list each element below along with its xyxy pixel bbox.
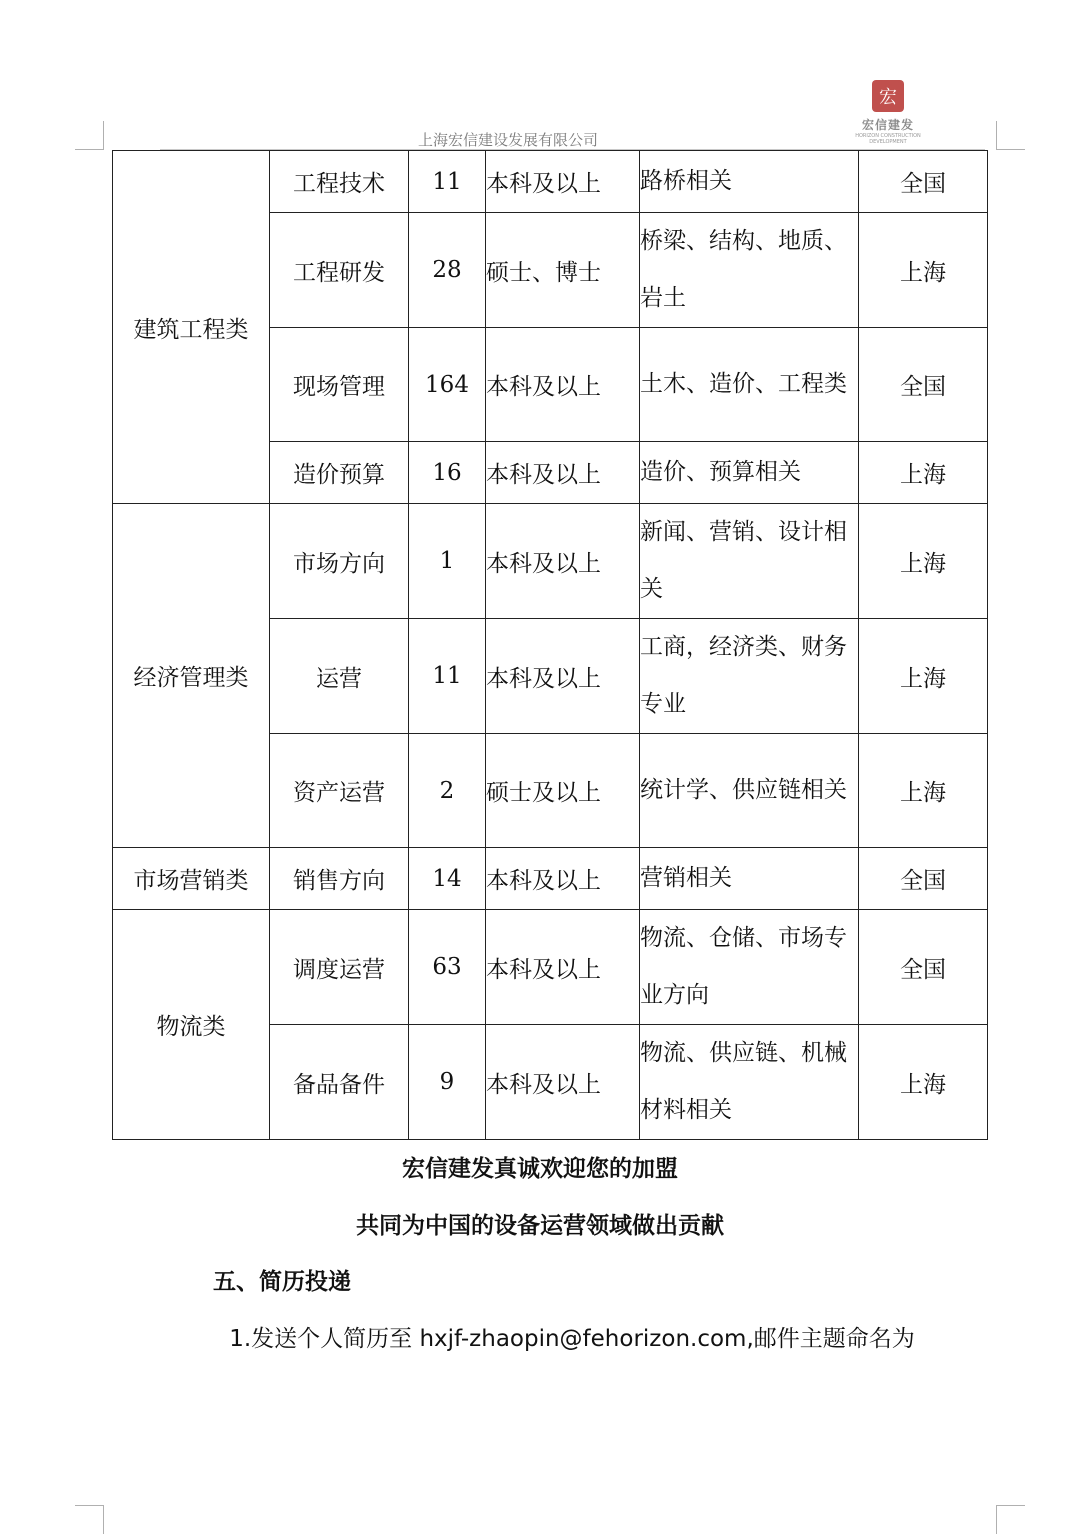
education-cell: 本科及以上 [486,504,640,619]
position-cell: 现场管理 [270,328,409,442]
major-cell: 营销相关 [640,848,859,910]
headcount-cell: 28 [409,213,486,328]
crop-mark-top-right [996,121,1025,150]
resume-instruction: 1.发送个人简历至 hxjf-zhaopin@fehorizon.com,邮件主题命名为 [229,1326,915,1352]
headcount-cell: 14 [409,848,486,910]
logo-seal-icon: 宏 [872,80,904,112]
crop-mark-top-left [75,121,104,150]
headcount-cell: 2 [409,734,486,848]
position-cell: 工程研发 [270,213,409,328]
crop-mark-bottom-left [75,1505,104,1534]
education-cell: 本科及以上 [486,442,640,504]
major-cell: 桥梁、结构、地质、岩土 [640,213,859,328]
education-cell: 本科及以上 [486,151,640,213]
education-cell: 本科及以上 [486,1025,640,1140]
location-cell: 全国 [859,328,988,442]
logo-name: 宏信建发 [861,118,914,132]
location-cell: 上海 [859,442,988,504]
location-cell: 全国 [859,151,988,213]
location-cell: 全国 [859,910,988,1025]
headcount-cell: 11 [409,151,486,213]
table-row [113,910,988,1025]
major-cell: 工商，经济类、财务专业 [640,619,859,734]
headcount-cell: 9 [409,1025,486,1140]
headcount-cell: 11 [409,619,486,734]
category-cell: 市场营销类 [113,848,270,910]
education-cell: 本科及以上 [486,619,640,734]
headcount-cell: 63 [409,910,486,1025]
location-cell: 上海 [859,1025,988,1140]
table-row [113,504,988,619]
welcome-line-2: 共同为中国的设备运营领域做出贡献 [356,1213,724,1239]
major-cell: 物流、供应链、机械材料相关 [640,1025,859,1140]
headcount-cell: 164 [409,328,486,442]
headcount-cell: 1 [409,504,486,619]
location-cell: 上海 [859,619,988,734]
category-cell: 物流类 [113,910,270,1140]
education-cell: 本科及以上 [486,910,640,1025]
category-cell: 建筑工程类 [113,151,270,504]
position-cell: 运营 [270,619,409,734]
page-header-company: 上海宏信建设发展有限公司 [418,131,599,149]
location-cell: 全国 [859,848,988,910]
major-cell: 新闻、营销、设计相关 [640,504,859,619]
position-cell: 工程技术 [270,151,409,213]
major-cell: 物流、仓储、市场专业方向 [640,910,859,1025]
position-cell: 资产运营 [270,734,409,848]
position-cell: 市场方向 [270,504,409,619]
major-cell: 统计学、供应链相关 [640,734,859,848]
location-cell: 上海 [859,504,988,619]
education-cell: 本科及以上 [486,848,640,910]
education-cell: 本科及以上 [486,328,640,442]
location-cell: 上海 [859,734,988,848]
category-cell: 经济管理类 [113,504,270,848]
position-cell: 备品备件 [270,1025,409,1140]
crop-mark-bottom-right [996,1505,1025,1534]
position-cell: 调度运营 [270,910,409,1025]
section-title-resume: 五、简历投递 [213,1269,351,1295]
education-cell: 硕士及以上 [486,734,640,848]
major-cell: 路桥相关 [640,151,859,213]
table-row [113,848,988,910]
position-cell: 销售方向 [270,848,409,910]
table-row [113,151,988,213]
headcount-cell: 16 [409,442,486,504]
major-cell: 造价、预算相关 [640,442,859,504]
company-logo [850,80,926,145]
major-cell: 土木、造价、工程类 [640,328,859,442]
education-cell: 硕士、博士 [486,213,640,328]
job-table [112,150,988,1140]
location-cell: 上海 [859,213,988,328]
job-table-body [113,151,988,1140]
logo-subtitle: HORIZON CONSTRUCTION DEVELOPMENT [855,133,921,145]
position-cell: 造价预算 [270,442,409,504]
welcome-line-1: 宏信建发真诚欢迎您的加盟 [402,1156,678,1182]
